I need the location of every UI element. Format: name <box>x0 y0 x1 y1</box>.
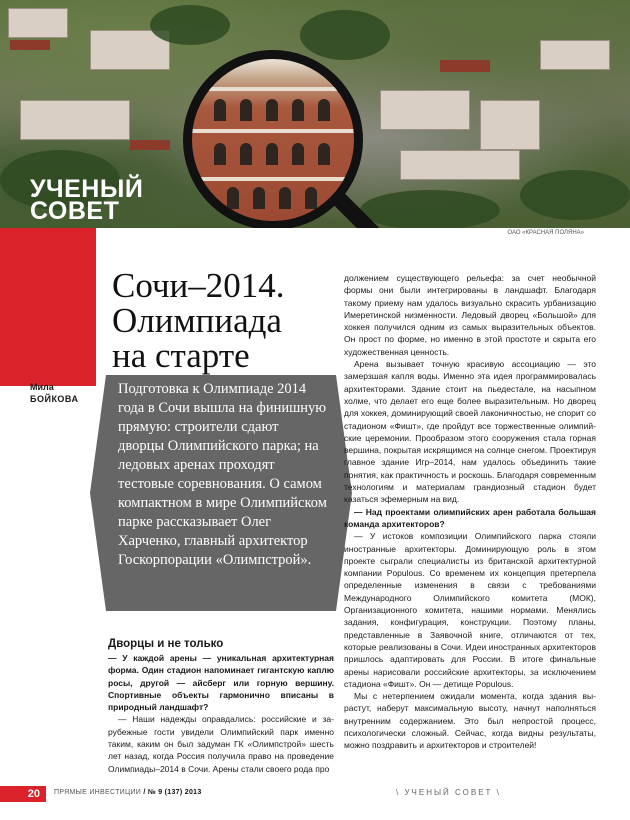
left-column <box>108 637 334 775</box>
magazine-info <box>54 789 202 796</box>
author-last-name: БОЙКОВА <box>30 394 79 404</box>
section-label: УЧЕНЫЙ СОВЕТ <box>30 175 144 225</box>
photo-credit: ОАО «КРАСНАЯ ПОЛЯНА» <box>507 230 584 236</box>
magazine-name: ПРЯМЫЕ ИНВЕСТИЦИИ <box>54 789 142 796</box>
section-heading: Дворцы и не только <box>108 638 224 650</box>
right-column <box>344 272 596 752</box>
body-paragraph: — У истоков композиции Олимпийского парка стояли иностранные архитекторы. Доминирующую роль в этом проекте сыграли специалисты из британской архитектурной компании Populous. Со временем их концепция претерпела определенные изменения в связи с требованиями Международного Олимпийского комитета (МОК), Организационного комитета, нашими нормами. Менялись задания, конфигурация, конструкции. Поэтому планы, представленные в Заявочной книге, отличаются от тех, которые реализованы в Сочи. Идеи иностранных архитекторов пришлось адаптировать для России. В итоге финальные арены нарисовали российские архитекторы, за исключением стадиона «Фишт». Он — детище Populous. <box>344 531 596 689</box>
issue-number: / № 9 (137) 2013 <box>143 789 202 796</box>
interview-question: — Над проектами олимпийских арен работала большая команда архитекторов? <box>344 506 596 529</box>
body-paragraph: — Наши надежды оправдались: российские и зарубежные гости увидели Олимпийский парк именно таким, каким он был задуман ГК «Олимпстрой» шесть лет назад, когда Россия получила право на проведение Олимпиады–2014 в Сочи. Арены стали своего рода про <box>108 714 334 774</box>
interview-question: — У каждой арены — уникальная архитектурная форма. Один стадион напоминает гигантскую каплю росы, другой — айсберг или горную вершину. Спортивные объекты гармонично вписаны в природный ландшафт? <box>108 653 334 713</box>
article-title: Сочи–2014. Олимпиада на старте <box>112 266 285 375</box>
body-paragraph: должением существующего рельефа: за счет необычной формы они были интегрированы в ландшафт. Благодаря такому приему нам удалось визуально скрасить урбанизацию Имеретинской низменности. Ледовый дворец «Большой» для хоккея получился одним из самых выразительных объектов. Он прост по форме, но именно в этой простоте и скрыта его художественная ценность. <box>344 273 596 357</box>
author-first-name: Мила <box>30 382 54 392</box>
body-paragraph: Мы с нетерпением ожидали момента, когда здания вырастут, наберут максимальную высоту, начнут наполняться внутренним содержанием. Это был непростой процесс, психологически сложный. Сейчас, когда видны результаты, можно поздравить и архитекторов и строителей! <box>344 691 596 751</box>
hero-photo <box>0 0 630 228</box>
red-accent-block <box>0 228 96 386</box>
page-footer <box>0 786 630 802</box>
lead-box <box>106 375 336 611</box>
footer-section-name: \ УЧЕНЫЙ СОВЕТ \ <box>396 788 501 797</box>
author-byline <box>30 381 78 405</box>
lead-text: Подготовка к Олимпиаде 2014 года в Сочи вышла на финишную прямую: строители сдают дворцы Олимпийского парка; на ледовых аренах проходят тестовые соревнования. О самом компактном в мире Олимпийском парке рассказывает Олег Харченко, главный архитектор Госкорпорации «Олимпстрой». <box>118 381 327 568</box>
body-paragraph: Арена вызывает точную красивую ассоциацию — это замерзшая капля воды. Именно эта идея программировалась архитекторами. Здание стоит на пьедестале, на насыпном холме, что делает его еще более выразительным. Но дворец для хоккея, доминирующий своей лаконичностью, не спорит со стадионом «Фишт», где пройдут все торжественные олимпийские церемонии. Прообразом этого сооружения стала горная вершина, покрытая искрящимся на солнце снегом. Проектируя главное здание Игр–2014, нам удалось объединить такие понятия, как практичность и роскошь. Благодаря современным технологиям и материалам грандиозный стадион будет казаться эфемерным на вид. <box>344 359 596 505</box>
page-number: 20 <box>0 786 46 802</box>
